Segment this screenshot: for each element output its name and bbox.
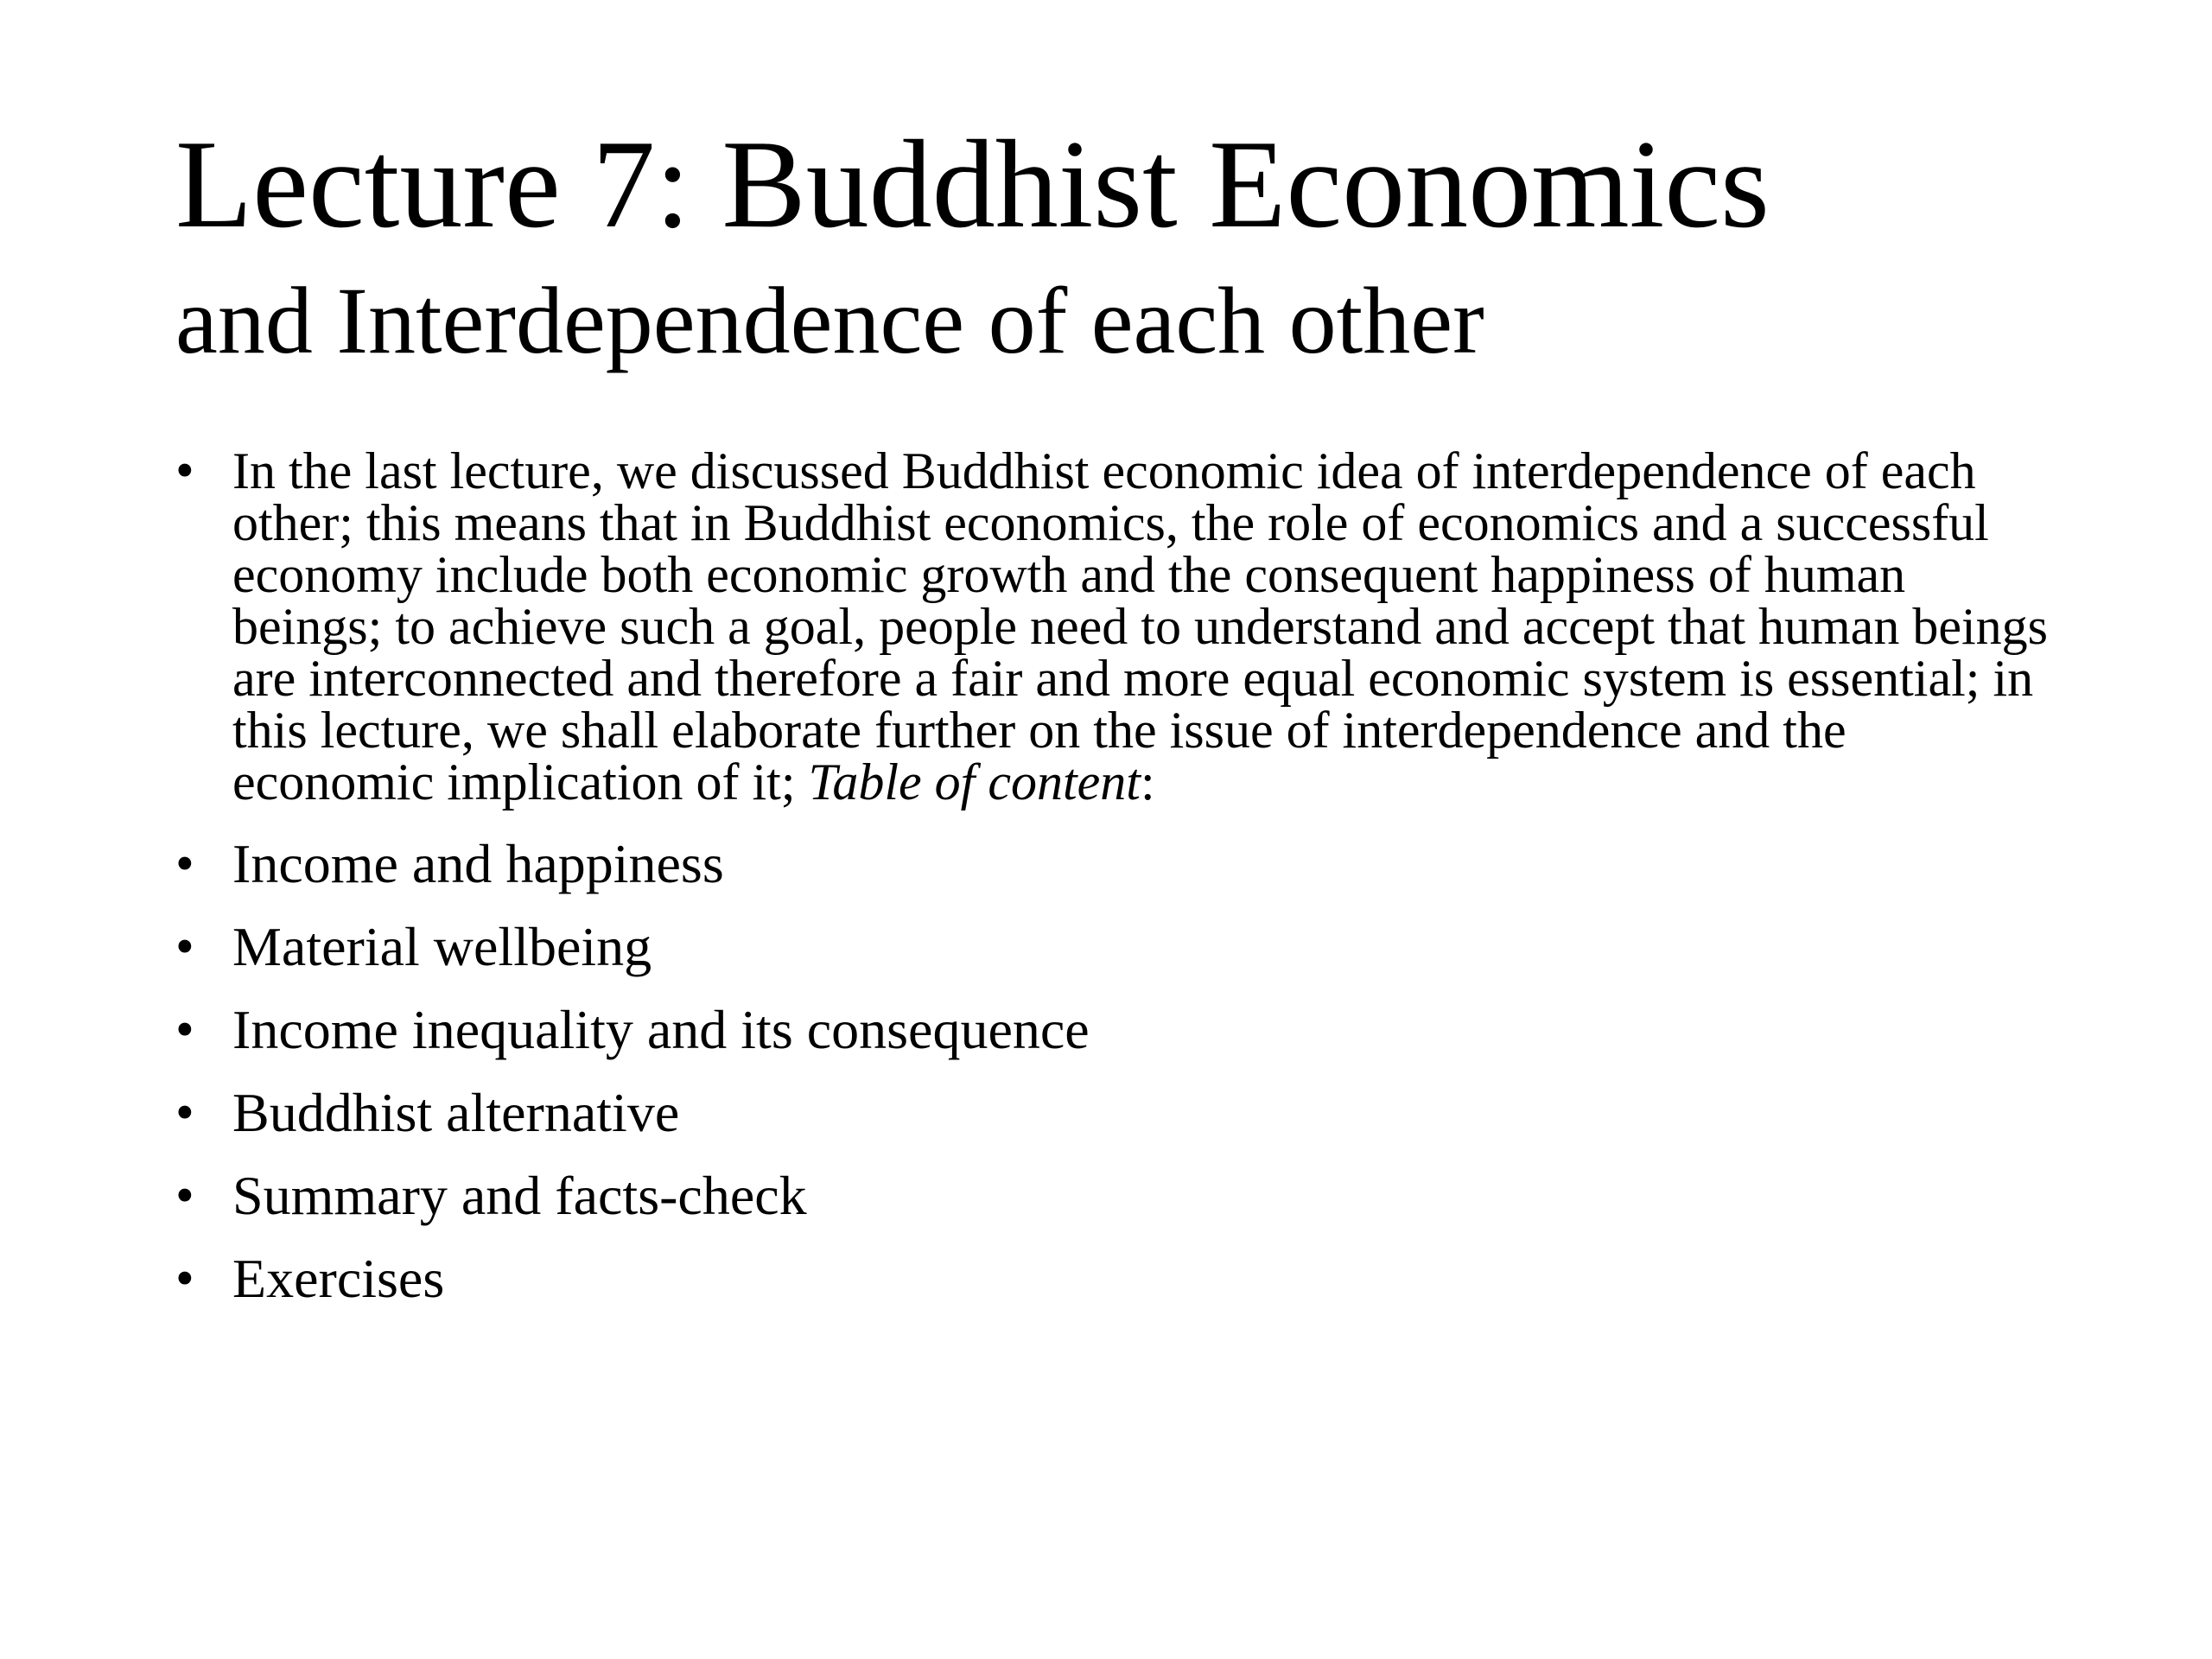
topic-label: Exercises <box>232 1248 445 1309</box>
title-block <box>175 114 2120 373</box>
topic-label: Summary and facts-check <box>232 1165 807 1226</box>
slide-subtitle: and Interdependence of each other <box>175 268 1484 373</box>
topic-label: Material wellbeing <box>232 916 652 977</box>
topic-label: Buddhist alternative <box>232 1082 680 1143</box>
intro-trailing: : <box>1140 753 1155 810</box>
intro-text: In the last lecture, we discussed Buddhist economic idea of interdependence of each other; this means that in Buddhist economics, the role of economics and a successful economy include both economic growth and the consequent happiness of human beings; to achieve such a goal, people need to understand and accept that human beings are interconnected and therefore a fair and more equal economic system is essential; in this lecture, we shall elaborate further on the issue of interdependence and the economic implication of it; <box>232 442 2048 810</box>
list-item <box>175 1081 2059 1145</box>
intro-emphasis: Table of content <box>808 753 1141 810</box>
list-item <box>175 998 2059 1062</box>
bullet-list <box>175 442 2059 1311</box>
list-item <box>175 832 2059 896</box>
list-item <box>175 915 2059 979</box>
topic-label: Income inequality and its consequence <box>232 999 1090 1060</box>
bullet-icon: • <box>175 442 194 500</box>
bullet-icon: • <box>175 1166 194 1225</box>
list-item <box>175 1247 2059 1311</box>
list-item <box>175 1164 2059 1228</box>
intro-paragraph <box>175 442 2059 810</box>
topic-label: Income and happiness <box>232 833 724 894</box>
bullet-icon: • <box>175 1249 194 1308</box>
slide-title: Lecture 7: Buddhist Economics <box>175 114 1770 254</box>
bullet-icon: • <box>175 1001 194 1059</box>
bullet-icon: • <box>175 1084 194 1142</box>
bullet-icon: • <box>175 918 194 976</box>
bullet-icon: • <box>175 835 194 893</box>
